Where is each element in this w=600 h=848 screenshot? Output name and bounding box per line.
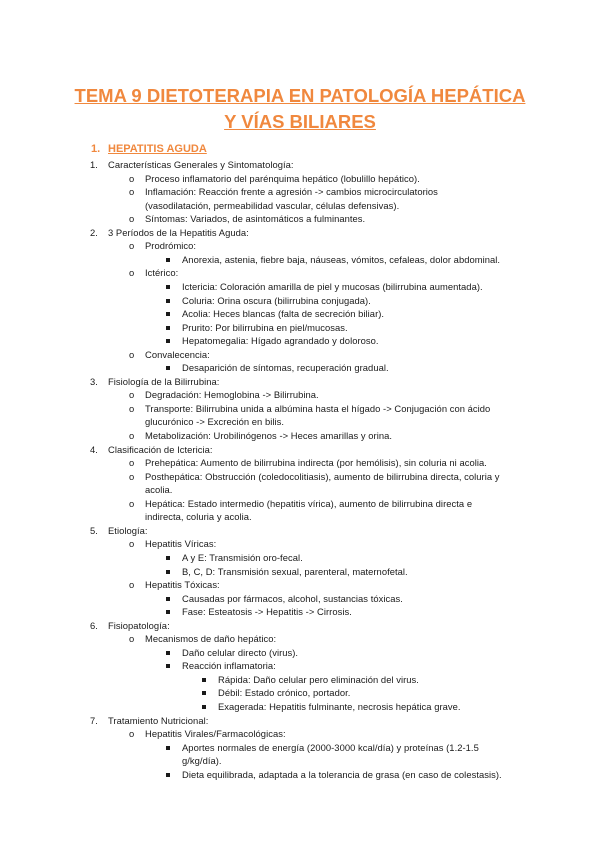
outline-line-text: Transporte: Bilirrubina unida a albúmina hasta el hígado -> Conjugación con ácido <box>145 402 491 414</box>
square-bullet-icon <box>166 366 170 370</box>
section-number: 1. <box>91 143 101 155</box>
outline-line-text: Fisiología de la Bilirrubina: <box>108 375 220 387</box>
square-bullet-icon <box>166 651 170 655</box>
outline-line-text: Tratamiento Nutricional: <box>108 714 209 726</box>
square-bullet-icon <box>166 285 170 289</box>
square-bullet-icon <box>166 339 170 343</box>
outline-line-text: Hepatomegalia: Hígado agrandado y doloroso. <box>182 335 379 347</box>
square-bullet-icon <box>166 258 170 262</box>
outline-line-text: Hepatitis Virales/Farmacológicas: <box>145 728 286 740</box>
list-number: 6. <box>90 619 98 631</box>
outline-line-text: Débil: Estado crónico, portador. <box>218 687 351 699</box>
circle-bullet-icon: o <box>129 728 135 740</box>
document-title-line-1: TEMA 9 DIETOTERAPIA EN PATOLOGÍA HEPÁTICA <box>74 85 526 106</box>
outline-line-text: Fisiopatología: <box>108 619 170 631</box>
circle-bullet-icon: o <box>129 579 135 591</box>
outline-line-text: Prurito: Por bilirrubina en piel/mucosas. <box>182 321 348 333</box>
square-bullet-icon <box>166 610 170 614</box>
outline-line-text: Acolia: Heces blancas (falta de secreción biliar). <box>182 308 385 320</box>
outline-line-text: g/kg/día). <box>182 755 222 767</box>
outline-line-text: Metabolización: Urobilinógenos -> Heces amarillas y orina. <box>145 430 393 441</box>
square-bullet-icon <box>166 746 170 750</box>
list-number: 5. <box>90 524 98 536</box>
square-bullet-icon <box>166 556 170 560</box>
list-number: 1. <box>90 159 98 170</box>
square-bullet-icon <box>166 326 170 330</box>
outline-line-text: Ictérico: <box>145 267 179 279</box>
outline-line-text: Proceso inflamatorio del parénquima hepático (lobulillo hepático). <box>145 172 420 184</box>
outline-line-text: Exagerada: Hepatitis fulminante, necrosis hepática grave. <box>218 701 461 712</box>
outline-line-text: Fase: Esteatosis -> Hepatitis -> Cirrosis. <box>182 606 352 618</box>
list-number: 3. <box>90 375 98 387</box>
circle-bullet-icon: o <box>129 240 135 252</box>
outline-line-text: Causadas por fármacos, alcohol, sustancias tóxicas. <box>182 592 403 604</box>
circle-bullet-icon: o <box>129 402 135 414</box>
outline-line-text: Reacción inflamatoria: <box>182 660 276 672</box>
outline-line-text: Desaparición de síntomas, recuperación gradual. <box>182 362 389 374</box>
list-number: 7. <box>90 714 98 726</box>
square-bullet-icon <box>202 691 206 695</box>
section-heading <box>91 143 207 156</box>
circle-bullet-icon: o <box>129 172 135 184</box>
outline-line-text: Inflamación: Reacción frente a agresión -> cambios microcirculatorios <box>145 186 438 198</box>
outline-line-text: Etiología: <box>108 524 148 536</box>
outline-line-text: A y E: Transmisión oro-fecal. <box>182 551 303 563</box>
square-bullet-icon <box>166 299 170 303</box>
circle-bullet-icon: o <box>129 470 135 482</box>
outline-line-text: Mecanismos de daño hepático: <box>145 633 277 645</box>
outline-line-text: glucurónico -> Excreción en bilis. <box>145 416 285 428</box>
outline-line-text: Características Generales y Sintomatología: <box>108 159 294 170</box>
circle-bullet-icon: o <box>129 348 135 360</box>
outline-line-text: Hepática: Estado intermedio (hepatitis vírica), aumento de bilirrubina directa e <box>145 497 473 509</box>
outline-line-text: Rápida: Daño celular pero eliminación del virus. <box>218 673 419 685</box>
outline-line-text: Ictericia: Coloración amarilla de piel y mucosas (bilirrubina aumentada). <box>182 280 483 292</box>
square-bullet-icon <box>166 570 170 574</box>
circle-bullet-icon: o <box>129 267 135 279</box>
outline-line-text: Clasificación de Ictericia: <box>108 443 213 455</box>
outline-line-text: Posthepática: Obstrucción (coledocolitiasis), aumento de bilirrubina directa, coluria y <box>145 470 500 482</box>
circle-bullet-icon: o <box>129 457 135 469</box>
outline-line-text: Hepatitis Tóxicas: <box>145 579 220 591</box>
outline-line-text: Síntomas: Variados, de asintomáticos a fulminantes. <box>145 213 366 225</box>
circle-bullet-icon: o <box>129 186 135 198</box>
square-bullet-icon <box>202 678 206 682</box>
square-bullet-icon <box>166 664 170 668</box>
square-bullet-icon <box>166 773 170 777</box>
square-bullet-icon <box>166 312 170 316</box>
circle-bullet-icon: o <box>129 213 135 225</box>
outline-line-text: B, C, D: Transmisión sexual, parenteral, maternofetal. <box>182 565 408 577</box>
outline-line-text: Degradación: Hemoglobina -> Bilirrubina. <box>145 389 319 401</box>
circle-bullet-icon: o <box>129 538 135 550</box>
list-number: 4. <box>90 443 98 455</box>
outline-line-text: Hepatitis Víricas: <box>145 538 217 550</box>
circle-bullet-icon: o <box>129 497 135 509</box>
outline-line-text: Prehepática: Aumento de bilirrubina indirecta (por hemólisis), sin coluria ni acolia. <box>145 457 487 469</box>
outline-line-text: Convalecencia: <box>145 348 210 360</box>
list-number: 2. <box>90 226 98 238</box>
circle-bullet-icon: o <box>129 389 135 401</box>
outline-line-text: Daño celular directo (virus). <box>182 646 299 658</box>
outline-line-text: Anorexia, astenia, fiebre baja, náuseas, vómitos, cefaleas, dolor abdominal. <box>182 253 501 265</box>
outline-line-text: Coluria: Orina oscura (bilirrubina conjugada). <box>182 294 371 306</box>
outline-line-text: Dieta equilibrada, adaptada a la tolerancia de grasa (en caso de colestasis). <box>182 768 502 780</box>
outline-line-text: Aportes normales de energía (2000-3000 kcal/día) y proteínas (1.2-1.5 <box>182 741 479 753</box>
circle-bullet-icon: o <box>129 633 135 645</box>
outline-line-text: 3 Períodos de la Hepatitis Aguda: <box>108 226 249 238</box>
section-label: HEPATITIS AGUDA <box>108 143 207 155</box>
circle-bullet-icon: o <box>129 430 135 441</box>
document-title-line-2: Y VÍAS BILIARES <box>224 111 376 132</box>
outline-line-text: indirecta, coluria y acolia. <box>145 511 252 523</box>
square-bullet-icon <box>166 597 170 601</box>
outline-line-text: acolia. <box>145 484 173 496</box>
outline-line-text: Prodrómico: <box>145 240 197 252</box>
square-bullet-icon <box>202 705 206 709</box>
outline-line-text: (vasodilatación, permeabilidad vascular, células defensivas). <box>145 199 400 211</box>
